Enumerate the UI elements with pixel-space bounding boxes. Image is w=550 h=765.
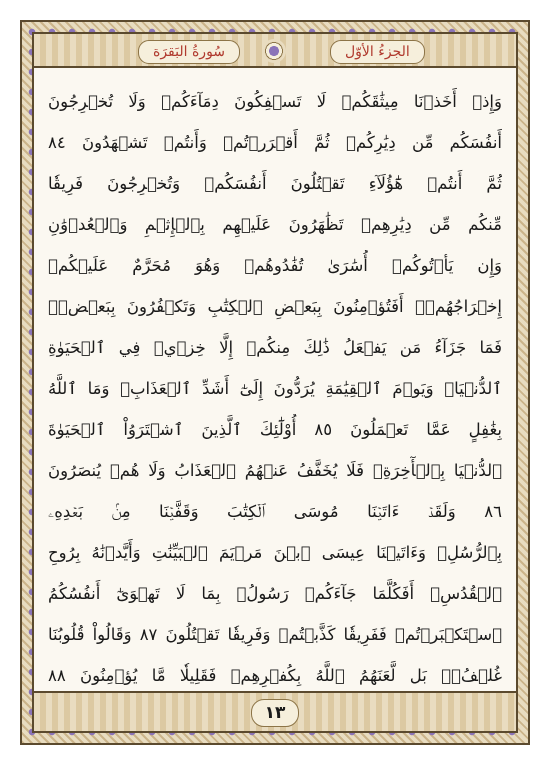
text-line: بِٱلرُّسُلِۖ وَءَاتَيۡنَا عِيسَى ٱبۡنَ مَرۡيَمَ ٱلۡبَيِّنَٰتِ وَأَيَّدۡنَٰهُ بِرُوحِ bbox=[48, 543, 502, 562]
text-line: ٨٦ وَلَقَدۡ ءَاتَيۡنَا مُوسَى ٱلۡكِتَٰبَ وَقَفَّيۡنَا مِنۢ بَعۡدِهِۦ bbox=[48, 502, 502, 521]
text-line: مِّنكُم مِّن دِيَٰرِهِمۡ تَظَٰهَرُونَ عَلَيۡهِم بِٱلۡإِثۡمِ وَٱلۡعُدۡوَٰنِ bbox=[48, 215, 502, 234]
text-line: بِغَٰفِلٍ عَمَّا تَعۡمَلُونَ ٨٥ أُوْلَٰٓئِكَ ٱلَّذِينَ ٱشۡتَرَوُاْ ٱلۡحَيَوٰةَ bbox=[48, 420, 502, 439]
text-line: أَنفُسَكُم مِّن دِيَٰرِكُمۡ ثُمَّ أَقۡرَرۡتُمۡ وَأَنتُمۡ تَشۡهَدُونَ ٨٤ bbox=[48, 133, 502, 152]
text-line: ثُمَّ أَنتُمۡ هَٰٓؤُلَآءِ تَقۡتُلُونَ أَنفُسَكُمۡ وَتُخۡرِجُونَ فَرِيقٗا bbox=[48, 174, 502, 193]
quran-text-block bbox=[48, 86, 502, 685]
text-line: فَمَا جَزَآءُ مَن يَفۡعَلُ ذَٰلِكَ مِنكُمۡ إِلَّا خِزۡيٞ فِي ٱلۡحَيَوٰةِ bbox=[48, 338, 502, 357]
ornamental-border bbox=[20, 20, 530, 745]
surah-name-label: سُورةُ البَقرَة bbox=[138, 40, 240, 64]
text-line: إِخۡرَاجُهُمۡۚ أَفَتُؤۡمِنُونَ بِبَعۡضِ ٱلۡكِتَٰبِ وَتَكۡفُرُونَ بِبَعۡضٖۚ bbox=[48, 297, 502, 316]
text-line: وَإِن يَأۡتُوكُمۡ أُسَٰرَىٰ تُفَٰدُوهُمۡ وَهُوَ مُحَرَّمٌ عَلَيۡكُمۡ bbox=[48, 256, 502, 275]
text-line: ٱلۡقُدُسِۗ أَفَكُلَّمَا جَآءَكُمۡ رَسُولُۢ بِمَا لَا تَهۡوَىٰٓ أَنفُسُكُمُ bbox=[48, 584, 502, 603]
text-line: ٱسۡتَكۡبَرۡتُمۡ فَفَرِيقٗا كَذَّبۡتُمۡ وَفَرِيقٗا تَقۡتُلُونَ ٨٧ وَقَالُواْ قُلُوبُنَا bbox=[48, 625, 502, 644]
text-line: غُلۡفُۢۚ بَل لَّعَنَهُمُ ٱللَّهُ بِكُفۡرِهِمۡ فَقَلِيلٗا مَّا يُؤۡمِنُونَ ٨٨ bbox=[48, 666, 502, 685]
page-inner-panel bbox=[32, 32, 518, 733]
rosette-ornament-icon bbox=[262, 39, 286, 63]
page-number: ١٣ bbox=[251, 699, 299, 727]
text-line: ٱلدُّنۡيَاۖ وَيَوۡمَ ٱلۡقِيَٰمَةِ يُرَدُّونَ إِلَىٰٓ أَشَدِّ ٱلۡعَذَابِۗ وَمَا ٱللَّهُ bbox=[48, 379, 502, 398]
juz-label: الجزءُ الأوّل bbox=[330, 40, 425, 64]
text-line: ٱلدُّنۡيَا بِٱلۡأٓخِرَةِۖ فَلَا يُخَفَّفُ عَنۡهُمُ ٱلۡعَذَابُ وَلَا هُمۡ يُنصَرُونَ bbox=[48, 461, 502, 480]
page-header bbox=[34, 34, 516, 68]
page-footer bbox=[34, 691, 516, 731]
text-line: وَإِذۡ أَخَذۡنَا مِيثَٰقَكُمۡ لَا تَسۡفِكُونَ دِمَآءَكُمۡ وَلَا تُخۡرِجُونَ bbox=[48, 92, 502, 111]
